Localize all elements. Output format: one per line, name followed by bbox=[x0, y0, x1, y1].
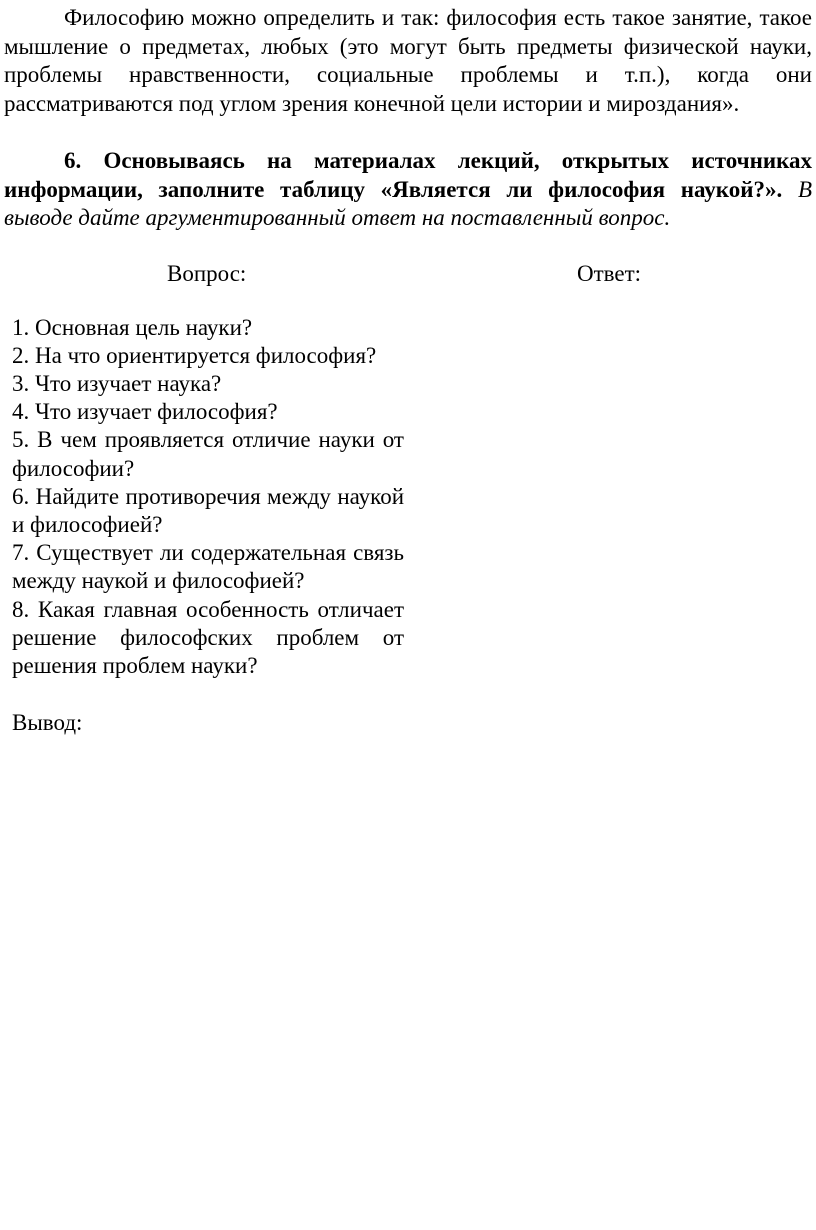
conclusion-label: Вывод: bbox=[12, 710, 83, 736]
document-page bbox=[4, 0, 812, 760]
task-statement bbox=[4, 147, 812, 233]
intro-paragraph: Философию можно определить и так: философия есть такое занятие, такое мышление о предметах, любых (это могут быть предметы физической науки, проблемы нравственности, социальные проблемы и т.п.), когда они рассматриваются под углом зрения конечной цели истории и мироздания». bbox=[4, 5, 812, 116]
question-column-header: Вопрос: bbox=[167, 260, 247, 286]
question-list bbox=[12, 314, 404, 681]
question-item: 6. Найдите противоречия между наукой и философией? bbox=[12, 483, 404, 537]
question-item: 8. Какая главная особенность отличает решение философских проблем от решения проблем науки? bbox=[12, 596, 404, 678]
question-item: 3. Что изучает наука? bbox=[12, 370, 222, 396]
question-item: 4. Что изучает философия? bbox=[12, 399, 278, 425]
task-bold-text: 6. Основываясь на материалах лекций, открытых источниках информации, заполните таблицу «Является ли философия наукой?». bbox=[4, 148, 812, 202]
table-headers bbox=[4, 261, 812, 290]
answer-column-header: Ответ: bbox=[577, 260, 642, 286]
question-item: 1. Основная цель науки? bbox=[12, 314, 253, 340]
question-item: 5. В чем проявляется отличие науки от философии? bbox=[12, 427, 404, 481]
question-item: 2. На что ориентируется философия? bbox=[12, 342, 377, 368]
question-item: 7. Существует ли содержательная связь между наукой и философией? bbox=[12, 540, 404, 594]
task-italic-text: В выводе дайте аргументированный ответ на поставленный вопрос. bbox=[4, 176, 813, 230]
